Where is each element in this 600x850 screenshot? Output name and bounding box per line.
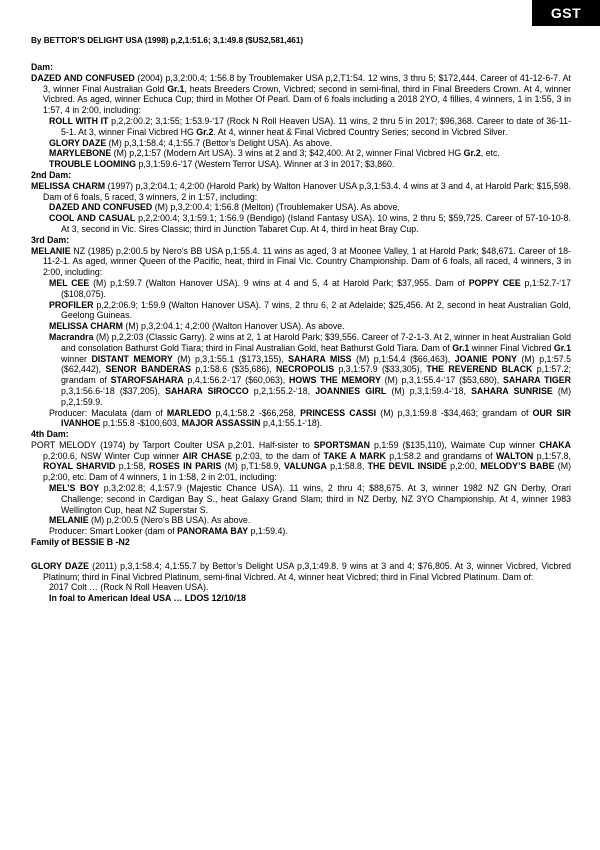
second-dam-heading: 2nd Dam: <box>31 169 72 180</box>
in-foal-note: In foal to American Ideal USA … LDOS 12/10/18 <box>49 593 246 604</box>
progeny-entry: TROUBLE LOOMING p,3,1:59.6-‘17 (Western Terror USA). Winner at 3 in 2017; $3,860. <box>49 159 395 170</box>
progeny-entry: MARYLEBONE (M) p,2,1:57 (Modern Art USA). 3 wins at 2 and 3; $42,400. At 2, winner Final Vicbred HG Gr.2, etc. <box>49 148 500 159</box>
dam-heading: Dam: <box>31 62 53 72</box>
progeny-entry: ROLL WITH IT p,2,2:00.2; 3,1:55; 1:53.9-‘17 (Rock N Roll Heaven USA). 11 wins, 2 thru 5 in 2017; $96,368. Career to date of 36-11-5-1. At 3, winner Final Vicbred HG Gr.2. At 4, winner heat & Final Vicbred Country Series; second in Vicbred Silver. <box>49 115 571 137</box>
progeny-entry: MEL CEE (M) p,1:59.7 (Walton Hanover USA). 9 wins at 4 and 5, 4 at Harold Park; $37,955. Dam of POPPY CEE p,1:52.7-‘17 ($108,075). <box>49 277 571 299</box>
progeny-entry: Macrandra (M) p,2,2:03 (Classic Garry). 2 wins at 2, 1 at Harold Park; $39,556. Career of 7-2-1-3. At 2, winner in heat Australian Gold and consolation Bathurst Gold Tiara; third in Final Australian Gold, heat Bathurst Gold Tiara. Dam of Gr.1 winner Final Vicbred Gr.1 winner DISTANT MEMORY (M) p,3,1:55.1 ($173,155), SAHARA MISS (M) p,1:54.4 ($66,463), JOANIE PONY (M) p,1:57.5 ($62,442), SENOR BANDERAS p,1:58.6 ($35,686), NECROPOLIS p,3,1:57.9 ($33,305), THE REVEREND BLACK p,1:57.2; grandam of STAROFSAHARA p,4,1:56.2-‘17 ($60,063), HOWS THE MEMORY (M) p,3,1:55.4-‘17 ($53,680), SAHARA TIGER p,3,1:56.6-‘18 ($37,205), SAHARA SIROCCO p,2,1:55.2-‘18, JOANNIES GIRL (M) p,3,1:59.4-‘18, SAHARA SUNRISE (M) p,2,1:59.9. <box>49 331 572 407</box>
foal-2017: 2017 Colt … (Rock N Roll Heaven USA). <box>49 582 209 593</box>
progeny-entry: GLORY DAZE (M) p,3,1:58.4; 4,1:55.7 (Bettor’s Delight USA). As above. <box>49 137 333 148</box>
third-dam-entry: MELANIE NZ (1985) p,2:00.5 by Nero’s BB USA p,1:55.4. 11 wins as aged, 3 at Moonee Valley, 1 at Harold Park; $48,671. Career of 18-11-2-1. As aged, winner Queen of the Pacific, heat, third in Final Vic. Country Championship. Dam of 6 foals, all raced, 4 winners, 3 in 2:00, including: <box>31 245 571 278</box>
progeny-entry: DAZED AND CONFUSED (M) p,3,2:00.4; 1:56.8 (Melton) (Troublemaker USA). As above. <box>49 202 400 213</box>
producer-entry: Producer: Smart Looker (dam of PANORAMA BAY p,1:59.4). <box>49 526 288 537</box>
progeny-entry: PROFILER p,2,2:06.9; 1:59.9 (Walton Hanover USA). 7 wins, 2 thru 6, 2 at Adelaide; $25,456. At 2, second in heat Australian Gold, Geelong Guineas. <box>49 299 571 321</box>
dam-entry: DAZED AND CONFUSED (2004) p,3,2:00.4; 1:56.8 by Troublemaker USA p,2,T1:54. 12 wins, 3 thru 5; $172,444. Career of 41-12-6-7. At 3, winner Final Australian Gold Gr.1, heats Breeders Crown, Vicbred; second in semi-final, third in Final Breeders Crown. At 4, winner Vicbred. As aged, winner Echuca Cup; third in Mother Of Pearl. Dam of 6 foals including a 2018 2YO, 4 fillies, 4 winners, 1 in 1:55, 3 in 1:57, 4 in 2:00, including: <box>31 72 571 116</box>
pedigree-document <box>31 62 571 604</box>
progeny-entry: COOL AND CASUAL p,2,2:00.4; 3,1:59.1; 1:56.9 (Bendigo) (Island Fantasy USA). 10 wins, 2 thru 5; $59,725. Career of 57-10-10-8. At 3, second in Vic. Sires Classic; third in Junction Tabaret Cup. At 4, third in heat Bray Cup. <box>49 213 571 234</box>
third-dam-heading: 3rd Dam: <box>31 234 70 245</box>
glory-daze-entry: GLORY DAZE (2011) p,3,1:58.4; 4,1:55.7 by Bettor’s Delight USA p,3,1:49.8. 9 wins at 3 and 4; $76,805. At 3, winner Vicbred, Vicbred Platinum; third in Final Vicbred Platinum, semi-final Vicbred. At 4, winner heat Vicbred; third in Final Vicbred Platinum. Dam of: <box>31 560 571 582</box>
pedigree-page <box>31 36 571 604</box>
progeny-entry: MELISSA CHARM (M) p,3,2:04.1; 4,2:00 (Walton Hanover USA). As above. <box>49 321 345 332</box>
fourth-dam-heading: 4th Dam: <box>31 429 69 440</box>
family-line: Family of BESSIE B -N2 <box>31 537 130 548</box>
second-dam-entry: MELISSA CHARM (1997) p,3,2:04.1; 4,2:00 (Harold Park) by Walton Hanover USA p,3,1:53.4. 4 wins at 3 and 4, at Harold Park; $15,598. Dam of 6 foals, 5 raced, 3 winners, 2 in 1:57, including: <box>31 180 571 202</box>
fourth-dam-entry: PORT MELODY (1974) by Tarport Coulter USA p,2:01. Half-sister to SPORTSMAN p,1:59 ($135,110), Waimate Cup winner CHAKA p,2:00.6, NSW Winter Cup winner AIR CHASE p,2:03, to the dam of TAKE A MARK p,1:58.2 and grandams of WALTON p,1:57.8, ROYAL SHARVID p,1:58, ROSES IN PARIS (M) p,T1:58.9, VALUNGA p,1:58.8, THE DEVIL INSIDE p,2:00, MELODY’S BABE (M) p,2:00, etc. Dam of 4 winners, 1 in 1:58, 2 in 2:01, including: <box>31 439 571 483</box>
progeny-entry: MELANIE (M) p,2:00.5 (Nero’s BB USA). As above. <box>49 515 251 526</box>
page-code-badge: GST <box>532 0 600 26</box>
progeny-entry: MEL’S BOY p,3,2:02.8; 4,1:57.9 (Majestic Chance USA). 11 wins, 2 thru 4; $88,675. At 3, winner 1982 NZ GN Derby, Orari Challenge; second in Cardigan Bay S., heat Galaxy Grand Slam; third in NZ Derby, NZ 3YO Championship. At 4, winner 1983 Wellington Cup, heat NZ Superstar S. <box>49 483 571 515</box>
sire-line: By BETTOR’S DELIGHT USA (1998) p,2,1:51.6; 3,1:49.8 ($US2,581,461) <box>31 36 304 45</box>
producer-entry: Producer: Maculata (dam of MARLEDO p,4,1:58.2 -$66,258, PRINCESS CASSI (M) p,3,1:59.8 -$34,463; grandam of OUR SIR IVANHOE p,1:55.8 -$100,603, MAJOR ASSASSIN p,4,1:55.1-‘18). <box>49 407 571 429</box>
